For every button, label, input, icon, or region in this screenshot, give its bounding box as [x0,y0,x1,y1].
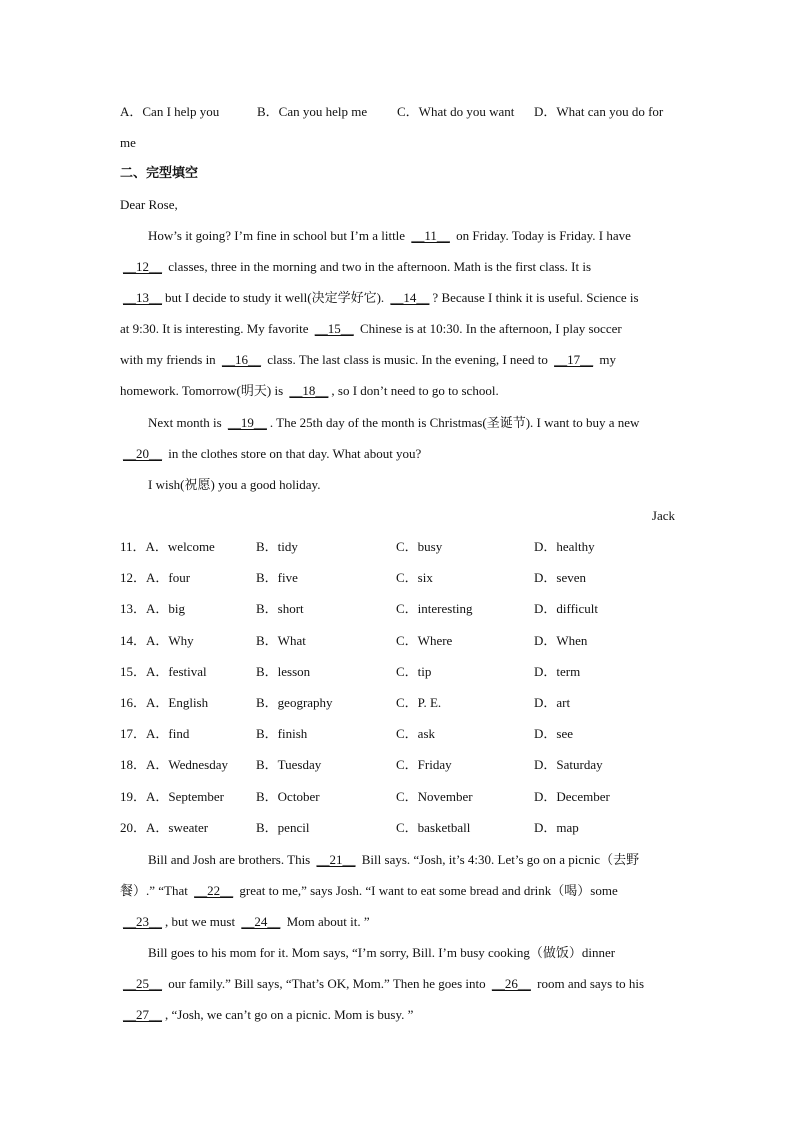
option-d: D．map [534,819,579,835]
option-b: B．October [256,788,320,804]
option-d: D．December [534,788,610,804]
option-b: B．finish [256,726,308,742]
option-a: 15．A．festival [120,663,207,679]
prev-option-c: C．What do you want [397,104,515,119]
text: , so I don’t need to go to school. [331,383,499,398]
option-b: B．lesson [256,663,311,679]
option-d: D．difficult [534,601,599,617]
option-b: B．five [256,570,298,586]
text: ? Because I think it is useful. Science is [432,290,639,305]
letter-line [120,445,675,463]
text: on Friday. Today is Friday. I have [456,228,631,243]
option-d: D．Saturday [534,757,603,773]
blank-20: __20__ [123,446,162,461]
text: 餐）.” “That [120,883,188,898]
option-b: B．tidy [256,539,298,554]
letter-line [148,414,675,432]
question-row [120,694,680,712]
option-a: 13．A．big [120,601,186,617]
letter-line [120,351,675,369]
question-row [120,756,680,774]
letter-line [120,258,675,276]
option-a: 20．A．sweater [120,819,209,835]
blank-13: __13__ [123,290,162,305]
letter-closing: I wish(祝愿) you a good holiday. [148,477,321,492]
text: Bill says. “Josh, it’s 4:30. Let’s go on a picnic（去野 [361,852,640,867]
option-d: D．art [534,695,571,710]
text: class. The last class is music. In the evening, I need to [267,352,548,367]
question-row [120,663,680,681]
prev-option-d: D．What can you do for [534,104,664,119]
option-a: 11．A．welcome [120,539,215,554]
option-a: 12．A．four [120,570,191,586]
question-row [120,725,680,743]
blank-27: __27__ [123,1007,162,1022]
blank-21: __21__ [316,852,356,867]
section-title: 二、完型填空 [120,166,199,181]
blank-15: __15__ [314,321,354,336]
text: my [599,352,616,367]
blank-26: __26__ [491,976,531,991]
option-c: C．six [396,570,433,586]
blank-17: __17__ [554,352,594,367]
text: , “Josh, we can’t go on a picnic. Mom is busy. ” [165,1007,414,1022]
question-row [120,632,680,650]
option-c: C．interesting [396,601,473,617]
option-b: B．What [256,632,306,648]
story-line [120,1006,675,1024]
letter-greeting: Dear Rose, [120,197,178,212]
option-a: 18．A．Wednesday [120,757,228,773]
option-a: 17．A．find [120,726,190,742]
option-d: D．see [534,726,573,742]
blank-16: __16__ [221,352,261,367]
letter-line [120,289,675,307]
blank-19: __19__ [227,415,267,430]
option-a: 19．A．September [120,788,224,804]
blank-11: __11__ [411,228,450,243]
option-c: C．basketball [396,819,471,835]
text: Bill and Josh are brothers. This [148,852,311,867]
option-c: C．P. E. [396,695,442,710]
text: great to me,” says Josh. “I want to eat some bread and drink（喝）some [239,883,618,898]
text: with my friends in [120,352,216,367]
story-line [148,851,675,869]
option-a: 14．A．Why [120,632,194,648]
text: classes, three in the morning and two in the afternoon. Math is the first class. It is [168,259,592,274]
option-d: D．seven [534,570,586,586]
option-c: C．tip [396,663,432,679]
text: How’s it going? I’m fine in school but I’m a little [148,228,406,243]
prev-option-b: B．Can you help me [257,104,368,119]
option-b: B．geography [256,695,333,710]
text: . The 25th day of the month is Christmas(圣诞节). I want to buy a new [269,415,640,430]
option-d: D．healthy [534,539,595,554]
story-line [120,913,675,931]
blank-14: __14__ [390,290,430,305]
blank-23: __23__ [123,914,162,929]
question-row [120,788,680,806]
text: our family.” Bill says, “That’s OK, Mom.” Then he goes into [168,976,486,991]
blank-24: __24__ [241,914,281,929]
letter-line [120,382,675,400]
blank-18: __18__ [289,383,329,398]
text: room and says to his [537,976,645,991]
text: at 9:30. It is interesting. My favorite [120,321,309,336]
option-c: C．busy [396,539,443,554]
letter-line [120,320,675,338]
text: , but we must [165,914,236,929]
prev-option-d-cont: me [120,135,136,150]
option-b: B．short [256,601,304,617]
option-b: B．Tuesday [256,757,322,773]
question-row [120,600,680,618]
option-d: D．When [534,632,588,648]
question-row [120,819,680,837]
text: Next month is [148,415,222,430]
question-row [120,569,680,587]
story-line [120,975,675,993]
prev-option-a: A．Can I help you [120,104,220,119]
blank-25: __25__ [123,976,162,991]
option-a: 16．A．English [120,695,209,710]
option-c: C．Friday [396,757,452,773]
question-row [120,538,680,556]
story-line: Bill goes to his mom for it. Mom says, “I’m sorry, Bill. I’m busy cooking（做饭）dinner [148,945,616,960]
option-c: C．ask [396,726,436,742]
option-c: C．Where [396,632,453,648]
text: Chinese is at 10:30. In the afternoon, I play soccer [359,321,622,336]
text: but I decide to study it well(决定学好它). [165,290,385,305]
text: homework. Tomorrow(明天) is [120,383,284,398]
blank-22: __22__ [194,883,234,898]
story-line [120,882,675,900]
option-c: C．November [396,788,473,804]
letter-signature: Jack [651,508,675,523]
text: Mom about it. ” [286,914,370,929]
blank-12: __12__ [123,259,162,274]
letter-line [148,227,675,245]
option-d: D．term [534,663,581,679]
option-b: B．pencil [256,819,310,835]
text: in the clothes store on that day. What about you? [168,446,422,461]
